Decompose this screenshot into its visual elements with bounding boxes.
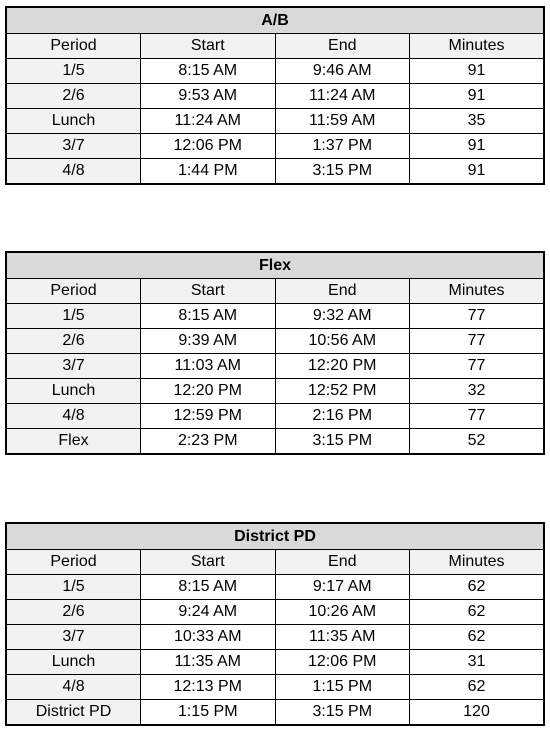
- end-cell: 3:15 PM: [275, 159, 410, 185]
- start-cell: 12:20 PM: [141, 379, 276, 404]
- period-cell: 4/8: [6, 404, 141, 429]
- table-row: [6, 675, 544, 700]
- minutes-cell: 35: [410, 109, 545, 134]
- table-row: [6, 600, 544, 625]
- start-cell: 12:59 PM: [141, 404, 276, 429]
- column-header-row: [6, 279, 544, 304]
- table-row: [6, 404, 544, 429]
- period-cell: 1/5: [6, 304, 141, 329]
- end-cell: 3:15 PM: [275, 700, 410, 726]
- period-cell: Flex: [6, 429, 141, 455]
- period-cell: 4/8: [6, 675, 141, 700]
- start-cell: 2:23 PM: [141, 429, 276, 455]
- table-row: [6, 700, 544, 726]
- column-header-start: Start: [141, 34, 276, 59]
- minutes-cell: 77: [410, 404, 545, 429]
- table-row: [6, 429, 544, 455]
- end-cell: 1:15 PM: [275, 675, 410, 700]
- period-cell: 4/8: [6, 159, 141, 185]
- table-title-row: [6, 7, 544, 34]
- start-cell: 11:03 AM: [141, 354, 276, 379]
- table-row: [6, 650, 544, 675]
- minutes-cell: 91: [410, 134, 545, 159]
- period-cell: District PD: [6, 700, 141, 726]
- end-cell: 9:17 AM: [275, 575, 410, 600]
- minutes-cell: 62: [410, 600, 545, 625]
- table-row: [6, 109, 544, 134]
- column-header-period: Period: [6, 279, 141, 304]
- minutes-cell: 31: [410, 650, 545, 675]
- minutes-cell: 62: [410, 675, 545, 700]
- table-row: [6, 575, 544, 600]
- start-cell: 11:24 AM: [141, 109, 276, 134]
- minutes-cell: 52: [410, 429, 545, 455]
- column-header-row: [6, 34, 544, 59]
- start-cell: 1:15 PM: [141, 700, 276, 726]
- end-cell: 12:52 PM: [275, 379, 410, 404]
- column-header-period: Period: [6, 550, 141, 575]
- table-row: [6, 379, 544, 404]
- end-cell: 12:20 PM: [275, 354, 410, 379]
- column-header-minutes: Minutes: [410, 34, 545, 59]
- minutes-cell: 32: [410, 379, 545, 404]
- table-row: [6, 329, 544, 354]
- column-header-start: Start: [141, 550, 276, 575]
- start-cell: 8:15 AM: [141, 575, 276, 600]
- column-header-start: Start: [141, 279, 276, 304]
- end-cell: 3:15 PM: [275, 429, 410, 455]
- period-cell: 3/7: [6, 134, 141, 159]
- end-cell: 11:59 AM: [275, 109, 410, 134]
- column-header-end: End: [275, 550, 410, 575]
- start-cell: 10:33 AM: [141, 625, 276, 650]
- period-cell: Lunch: [6, 109, 141, 134]
- schedule-table-ab: [5, 6, 545, 185]
- end-cell: 10:56 AM: [275, 329, 410, 354]
- start-cell: 9:24 AM: [141, 600, 276, 625]
- start-cell: 9:53 AM: [141, 84, 276, 109]
- table-row: [6, 84, 544, 109]
- minutes-cell: 91: [410, 159, 545, 185]
- end-cell: 9:32 AM: [275, 304, 410, 329]
- column-header-minutes: Minutes: [410, 550, 545, 575]
- schedule-table-flex: [5, 251, 545, 455]
- period-cell: 2/6: [6, 329, 141, 354]
- end-cell: 11:35 AM: [275, 625, 410, 650]
- end-cell: 10:26 AM: [275, 600, 410, 625]
- period-cell: 3/7: [6, 625, 141, 650]
- minutes-cell: 62: [410, 575, 545, 600]
- period-cell: 1/5: [6, 575, 141, 600]
- start-cell: 11:35 AM: [141, 650, 276, 675]
- start-cell: 8:15 AM: [141, 304, 276, 329]
- minutes-cell: 77: [410, 329, 545, 354]
- table-row: [6, 159, 544, 185]
- table-row: [6, 134, 544, 159]
- table-row: [6, 625, 544, 650]
- minutes-cell: 77: [410, 304, 545, 329]
- period-cell: Lunch: [6, 379, 141, 404]
- start-cell: 1:44 PM: [141, 159, 276, 185]
- period-cell: 3/7: [6, 354, 141, 379]
- column-header-row: [6, 550, 544, 575]
- column-header-end: End: [275, 34, 410, 59]
- end-cell: 9:46 AM: [275, 59, 410, 84]
- start-cell: 9:39 AM: [141, 329, 276, 354]
- start-cell: 8:15 AM: [141, 59, 276, 84]
- minutes-cell: 120: [410, 700, 545, 726]
- minutes-cell: 91: [410, 59, 545, 84]
- table-title: District PD: [6, 523, 544, 550]
- column-header-minutes: Minutes: [410, 279, 545, 304]
- period-cell: 1/5: [6, 59, 141, 84]
- table-row: [6, 354, 544, 379]
- minutes-cell: 62: [410, 625, 545, 650]
- end-cell: 11:24 AM: [275, 84, 410, 109]
- column-header-end: End: [275, 279, 410, 304]
- schedule-table-district-pd: [5, 522, 545, 726]
- table-row: [6, 59, 544, 84]
- table-title-row: [6, 252, 544, 279]
- period-cell: Lunch: [6, 650, 141, 675]
- start-cell: 12:13 PM: [141, 675, 276, 700]
- table-title: A/B: [6, 7, 544, 34]
- column-header-period: Period: [6, 34, 141, 59]
- table-row: [6, 304, 544, 329]
- end-cell: 12:06 PM: [275, 650, 410, 675]
- end-cell: 2:16 PM: [275, 404, 410, 429]
- minutes-cell: 91: [410, 84, 545, 109]
- table-title: Flex: [6, 252, 544, 279]
- minutes-cell: 77: [410, 354, 545, 379]
- period-cell: 2/6: [6, 600, 141, 625]
- start-cell: 12:06 PM: [141, 134, 276, 159]
- end-cell: 1:37 PM: [275, 134, 410, 159]
- period-cell: 2/6: [6, 84, 141, 109]
- table-title-row: [6, 523, 544, 550]
